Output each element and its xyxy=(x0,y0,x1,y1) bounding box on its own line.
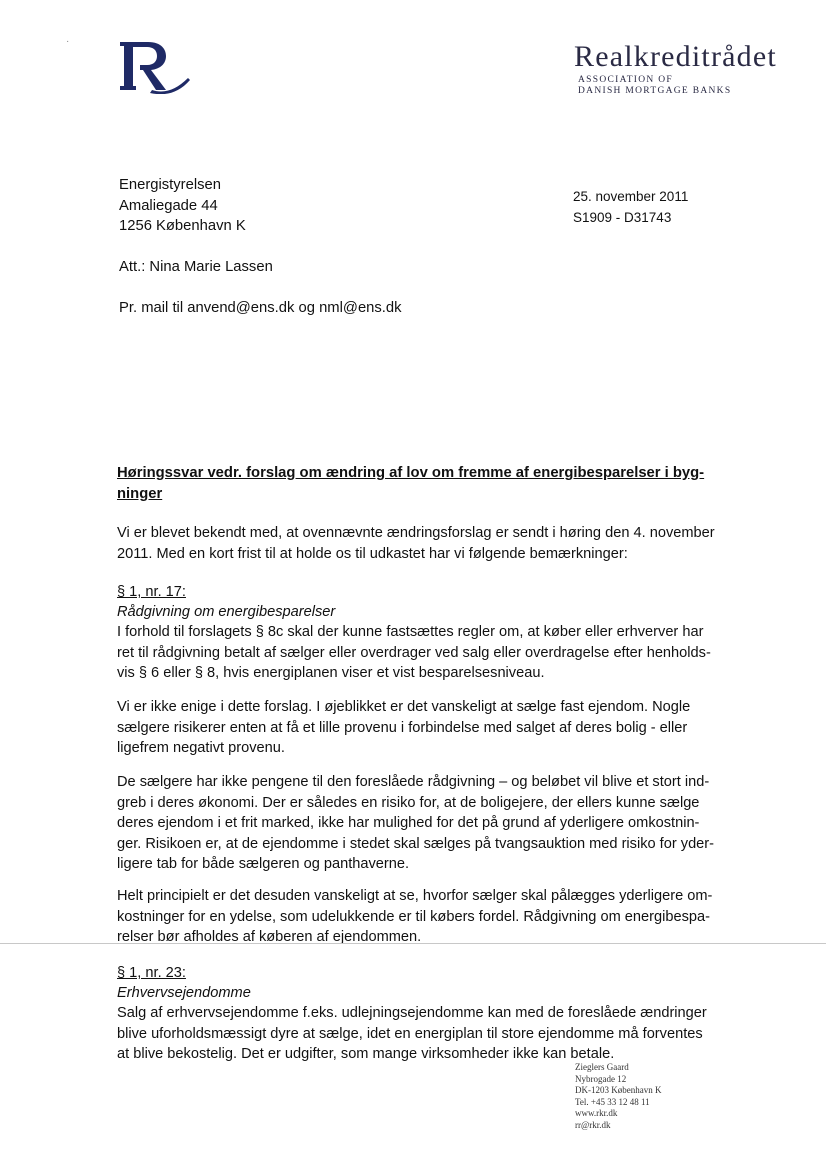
footer-line: www.rkr.dk xyxy=(575,1108,618,1118)
footer-line: Nybrogade 12 xyxy=(575,1073,627,1084)
text-line: I forhold til forslagets § 8c skal der kunne fastsættes regler om, at køber eller erhverver har xyxy=(117,624,704,640)
subject-line: ninger xyxy=(117,485,163,502)
brand-subtitle-line: ASSOCIATION OF xyxy=(578,75,674,85)
footer-line: rr@rkr.dk xyxy=(575,1119,611,1130)
brand-name: Realkreditrådet xyxy=(574,40,777,73)
text-line: De sælgere har ikke pengene til den foreslåede rådgivning – og beløbet vil blive et stort ind- xyxy=(117,774,710,790)
date-reference-block xyxy=(573,187,688,228)
footer-line: Tel. +45 33 12 48 11 xyxy=(575,1096,650,1107)
text-line: greb i deres økonomi. Der er således en risiko for, at de boligejere, der ellers kunne sælge xyxy=(117,794,700,811)
text-line: blive uforholdsmæssigt dyre at sælge, idet en energiplan til store ejendomme må forventes xyxy=(117,1025,703,1042)
text-line: 2011. Med en kort frist til at holde os til udkastet har vi følgende bemærkninger: xyxy=(117,545,628,562)
text-line: ligefrem negativt provenu. xyxy=(117,740,285,756)
text-line: at blive bekostelig. Det er udgifter, som mange virksomheder ikke kan betale. xyxy=(117,1046,615,1062)
text-line: deres ejendom i et frit marked, ikke har mulighed for det på grund af yderligere omkostnin- xyxy=(117,815,700,831)
text-line: vis § 6 eller § 8, hvis energiplanen viser et vist besparelsesniveau. xyxy=(117,665,545,681)
text-line: kostninger for en ydelse, som udelukkende er til købers fordel. Rådgivning om energibespa- xyxy=(117,908,710,925)
section-subheading: Rådgivning om energibesparelser xyxy=(117,604,336,620)
recipient-address xyxy=(119,175,246,237)
footer-line: DK-1203 København K xyxy=(575,1085,662,1095)
intro-paragraph xyxy=(117,523,757,564)
text-line: Salg af erhvervsejendomme f.eks. udlejningsejendomme kan med de foreslåede ændringer xyxy=(117,1005,707,1021)
rkr-monogram-logo xyxy=(118,38,196,94)
text-line: Vi er blevet bekendt med, at ovennævnte ændringsforslag er sendt i høring den 4. november xyxy=(117,525,715,541)
footer-address xyxy=(575,1062,661,1131)
section1-paragraph-2 xyxy=(117,697,757,759)
recipient-line: Amaliegade 44 xyxy=(119,197,218,214)
scan-mark: · xyxy=(66,36,70,47)
attention-line: Att.: Nina Marie Lassen xyxy=(119,259,273,275)
text-line: Vi er ikke enige i dette forslag. I øjeblikket er det vanskeligt at sælge fast ejendom. Nogle xyxy=(117,699,691,715)
recipient-line: 1256 København K xyxy=(119,218,246,234)
letter-date: 25. november 2011 xyxy=(573,189,689,204)
text-line: ligere tab for både sælgeren og panthaverne. xyxy=(117,856,410,872)
letter-subject xyxy=(117,463,737,504)
brand-subtitle xyxy=(578,75,731,97)
reference-number: S1909 - D31743 xyxy=(573,209,672,225)
text-line: ret til rådgivning betalt af sælger eller overdrager ved salg eller overdragelse efter henholds- xyxy=(117,644,711,661)
text-line: relser bør afholdes af køberen af ejendommen. xyxy=(117,929,422,945)
text-line: sælgere risikerer enten at få et lille provenu i forbindelse med salget af deres bolig - eller xyxy=(117,719,688,736)
section2-paragraph-1 xyxy=(117,1003,757,1065)
text-line: Helt principielt er det desuden vanskeligt at se, hvorfor sælger skal pålægges yderligere om- xyxy=(117,888,713,904)
section1-paragraph-3 xyxy=(117,772,757,875)
subject-line: Høringssvar vedr. forslag om ændring af lov om fremme af energibesparelser i byg- xyxy=(117,465,705,481)
section-heading: § 1, nr. 23: xyxy=(117,965,186,981)
section-subheading: Erhvervsejendomme xyxy=(117,985,251,1001)
section1-paragraph-1 xyxy=(117,622,757,684)
mail-line: Pr. mail til anvend@ens.dk og nml@ens.dk xyxy=(119,300,402,316)
brand-subtitle-line: DANISH MORTGAGE BANKS xyxy=(578,86,732,96)
recipient-line: Energistyrelsen xyxy=(119,177,221,193)
text-line: ger. Risikoen er, at de ejendomme i stedet skal sælges på tvangsauktion med risiko for yder- xyxy=(117,835,715,852)
section-heading: § 1, nr. 17: xyxy=(117,584,186,600)
scan-divider xyxy=(0,943,826,944)
footer-line: Zieglers Gaard xyxy=(575,1062,629,1072)
section1-paragraph-4 xyxy=(117,886,757,948)
